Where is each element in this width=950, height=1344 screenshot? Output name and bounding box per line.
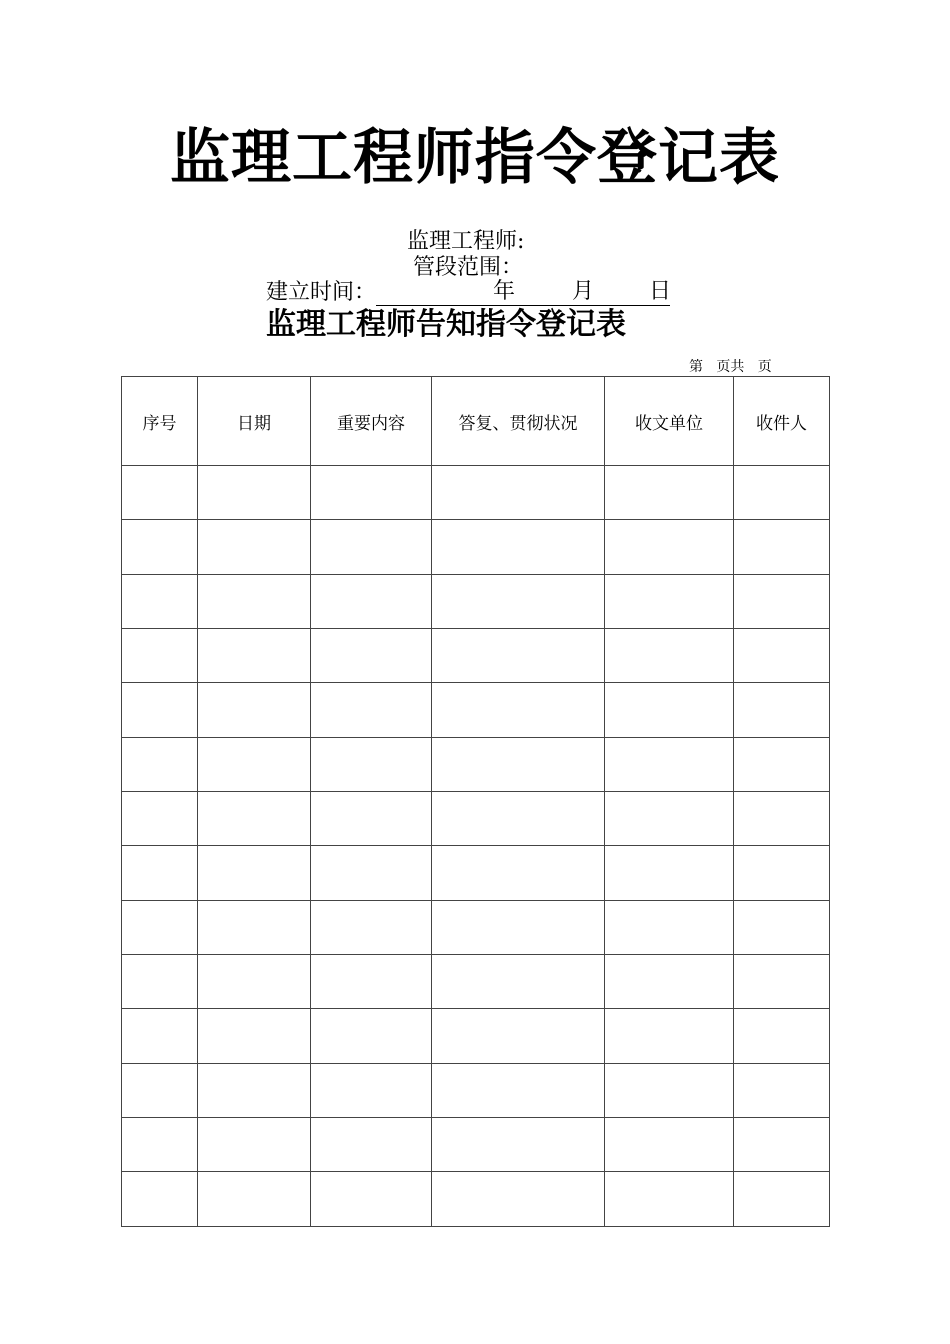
table-cell <box>311 737 432 791</box>
table-cell <box>122 466 198 520</box>
table-cell <box>734 737 830 791</box>
table-row <box>122 683 830 737</box>
table-cell <box>605 737 734 791</box>
table-row <box>122 520 830 574</box>
date-month-label: 月 <box>572 279 595 304</box>
table-cell <box>734 683 830 737</box>
table-cell <box>198 792 311 846</box>
table-cell <box>432 520 605 574</box>
table-cell <box>432 1172 605 1227</box>
table-cell <box>605 792 734 846</box>
table-cell <box>122 955 198 1009</box>
table-cell <box>734 955 830 1009</box>
table-cell <box>122 629 198 683</box>
column-header-reply-status: 答复、贯彻状况 <box>432 377 605 466</box>
column-header-date: 日期 <box>198 377 311 466</box>
table-cell <box>734 520 830 574</box>
table-cell <box>122 683 198 737</box>
table-cell <box>311 1063 432 1117</box>
table-cell <box>122 1063 198 1117</box>
table-cell <box>122 846 198 900</box>
table-row <box>122 466 830 520</box>
table-cell <box>432 629 605 683</box>
table-cell <box>734 629 830 683</box>
table-row <box>122 1009 830 1063</box>
table-cell <box>311 846 432 900</box>
table-cell <box>605 846 734 900</box>
table-cell <box>122 520 198 574</box>
table-cell <box>122 1009 198 1063</box>
table-cell <box>734 792 830 846</box>
table-cell <box>432 683 605 737</box>
table-cell <box>122 1172 198 1227</box>
table-row <box>122 900 830 954</box>
table-cell <box>734 900 830 954</box>
document-title: 监理工程师指令登记表 <box>170 123 780 193</box>
table-cell <box>734 574 830 628</box>
table-cell <box>311 629 432 683</box>
table-cell <box>734 466 830 520</box>
table-cell <box>734 1063 830 1117</box>
table-cell <box>122 900 198 954</box>
table-cell <box>432 466 605 520</box>
table-cell <box>432 955 605 1009</box>
section-range-label: 管段范围： <box>413 255 524 280</box>
engineer-label: 监理工程师: <box>407 229 525 254</box>
table-cell <box>605 900 734 954</box>
engineer-field <box>407 229 524 255</box>
table-row <box>122 846 830 900</box>
table-cell <box>311 1118 432 1172</box>
register-table <box>121 376 830 1227</box>
table-cell <box>432 1063 605 1117</box>
page-counter: 第 页共 页 <box>689 359 772 375</box>
table-cell <box>432 1009 605 1063</box>
table-cell <box>198 629 311 683</box>
table-cell <box>605 1063 734 1117</box>
table-title: 监理工程师告知指令登记表 <box>266 307 626 342</box>
table-row <box>122 737 830 791</box>
table-cell <box>198 846 311 900</box>
table-cell <box>122 574 198 628</box>
establish-date-label: 建立时间： <box>266 280 377 305</box>
column-header-serial: 序号 <box>122 377 198 466</box>
establish-date-field <box>266 280 670 306</box>
table-cell <box>198 1009 311 1063</box>
table-row <box>122 955 830 1009</box>
table-cell <box>734 1172 830 1227</box>
table-row <box>122 1118 830 1172</box>
table-row <box>122 1063 830 1117</box>
column-header-content: 重要内容 <box>311 377 432 466</box>
table-row <box>122 1172 830 1227</box>
register-body <box>122 466 830 1227</box>
table-cell <box>432 574 605 628</box>
table-cell <box>311 1172 432 1227</box>
table-cell <box>605 629 734 683</box>
table-row <box>122 792 830 846</box>
table-cell <box>432 737 605 791</box>
table-cell <box>432 1118 605 1172</box>
table-cell <box>198 1118 311 1172</box>
table-cell <box>311 466 432 520</box>
table-cell <box>734 846 830 900</box>
table-cell <box>605 955 734 1009</box>
table-cell <box>734 1118 830 1172</box>
table-cell <box>605 1009 734 1063</box>
date-blank <box>376 281 670 306</box>
table-cell <box>605 466 734 520</box>
column-header-receiving-unit: 收文单位 <box>605 377 734 466</box>
table-cell <box>122 1118 198 1172</box>
table-cell <box>311 574 432 628</box>
table-row <box>122 574 830 628</box>
table-cell <box>605 1118 734 1172</box>
table-cell <box>198 737 311 791</box>
table-cell <box>605 1172 734 1227</box>
table-cell <box>311 900 432 954</box>
table-cell <box>122 792 198 846</box>
table-cell <box>311 520 432 574</box>
table-cell <box>198 955 311 1009</box>
table-cell <box>311 955 432 1009</box>
table-cell <box>198 900 311 954</box>
column-header-recipient: 收件人 <box>734 377 830 466</box>
table-cell <box>605 574 734 628</box>
table-cell <box>198 1172 311 1227</box>
date-year-label: 年 <box>493 279 516 304</box>
table-header-row <box>122 377 830 466</box>
table-cell <box>432 900 605 954</box>
table-cell <box>432 846 605 900</box>
table-cell <box>198 466 311 520</box>
table-cell <box>198 683 311 737</box>
table-cell <box>311 792 432 846</box>
table-cell <box>311 683 432 737</box>
table-cell <box>198 520 311 574</box>
table-cell <box>122 737 198 791</box>
table-cell <box>432 792 605 846</box>
table-cell <box>198 574 311 628</box>
table-cell <box>311 1009 432 1063</box>
table-cell <box>198 1063 311 1117</box>
table-row <box>122 629 830 683</box>
section-range-field <box>413 255 523 281</box>
table-cell <box>605 520 734 574</box>
date-day-label: 日 <box>649 279 672 304</box>
table-cell <box>734 1009 830 1063</box>
table-cell <box>605 683 734 737</box>
